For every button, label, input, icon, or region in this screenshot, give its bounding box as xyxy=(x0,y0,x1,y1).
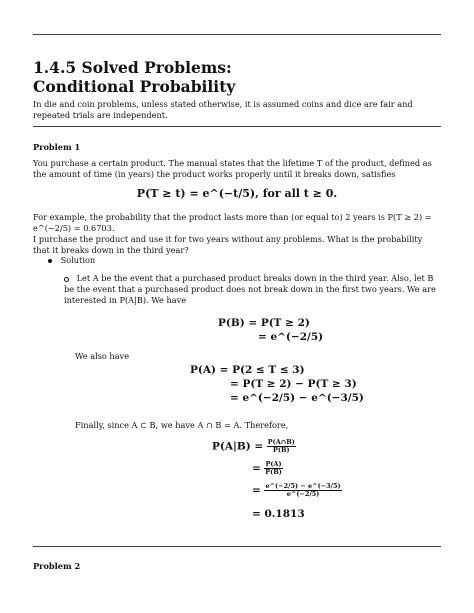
bullet-disc-icon xyxy=(48,259,52,263)
equation-conditional-line-3: = $\frac{e\^{}(-2/5) - e\^{}(-3/5)}{e\^{}(-2/5)}$ xyxy=(252,482,341,498)
solution-text xyxy=(64,273,440,306)
equation-pb xyxy=(218,316,323,344)
intro-paragraph: In die and coin problems, unless stated otherwise, it is assumed coins and dice are fair and repeated trials are independent. xyxy=(33,99,413,120)
fraction-2 xyxy=(264,461,282,476)
equation-pb-line-2: = e^(−2/5) xyxy=(258,331,324,343)
also-have-text: We also have xyxy=(75,351,130,361)
lifetime-equation xyxy=(33,187,441,200)
fraction-1-numerator: P(A∩B) xyxy=(267,438,295,446)
bullet-circle-icon xyxy=(64,277,69,282)
fraction-2-numerator: P(A) xyxy=(265,460,282,468)
equation-pa-line-3: = e^(−2/5) − e^(−3/5) xyxy=(230,392,364,404)
example-text-line: For example, the probability that the product lasts more than (or equal to) 2 years is P(T ≥ 2) = e^(−2/5) = 0.6703. xyxy=(33,212,432,233)
bottom-divider xyxy=(33,546,441,547)
equation-pb-line-1: P(B) = P(T ≥ 2) xyxy=(218,317,310,329)
solution-label: Solution xyxy=(60,255,96,265)
title-line-1: 1.4.5 Solved Problems: xyxy=(33,58,232,77)
equation-pa-line-2: = P(T ≥ 2) − P(T ≥ 3) xyxy=(230,378,357,390)
equation-conditional xyxy=(212,439,412,521)
question-text: I purchase the product and use it for two years without any problems. What is the probability that it breaks down in the third year? xyxy=(33,234,423,255)
equation-conditional-line-1 xyxy=(212,439,412,461)
fraction-3-denominator: e^(−2/5) xyxy=(286,490,320,498)
lifetime-equation-text: P(T ≥ t) = e^(−t/5), for all t ≥ 0. xyxy=(136,187,338,200)
equation-conditional-result: = 0.1813 xyxy=(252,508,305,520)
solution-bullet xyxy=(48,255,95,266)
problem-2-heading: Problem 2 xyxy=(33,561,81,571)
finally-text: Finally, since A ⊂ B, we have A ∩ B = A. Therefore, xyxy=(75,420,289,430)
equation-conditional-line-2: = $\frac{P(A)}{P(B)}$ xyxy=(252,460,282,476)
page-title xyxy=(33,58,235,96)
title-line-2: Conditional Probability xyxy=(33,77,236,96)
equation-pa xyxy=(190,363,364,405)
section-divider xyxy=(33,126,441,127)
problem-1-text: You purchase a certain product. The manual states that the lifetime T of the product, defined as the amount of time (in years) the product works properly until it breaks down, satisfies xyxy=(33,158,432,179)
fraction-3 xyxy=(264,483,341,498)
equation-conditional-lhs: P(A|B) = xyxy=(212,440,264,453)
equation-pa-line-1: P(A) = P(2 ≤ T ≤ 3) xyxy=(190,364,305,376)
fraction-1-denominator: P(B) xyxy=(273,446,290,454)
solution-text-body: Let A be the event that a purchased product breaks down in the third year. Also, let B be the event that a purchased product does not break down in the first two years. We are interested in P(A|B). We have xyxy=(64,273,436,305)
example-text xyxy=(33,212,441,256)
top-divider xyxy=(33,34,441,35)
fraction-2-denominator: P(B) xyxy=(265,468,282,476)
fraction-3-numerator: e^(−2/5) − e^(−3/5) xyxy=(265,482,341,490)
problem-1-heading: Problem 1 xyxy=(33,142,81,152)
fraction-1 xyxy=(267,439,296,454)
